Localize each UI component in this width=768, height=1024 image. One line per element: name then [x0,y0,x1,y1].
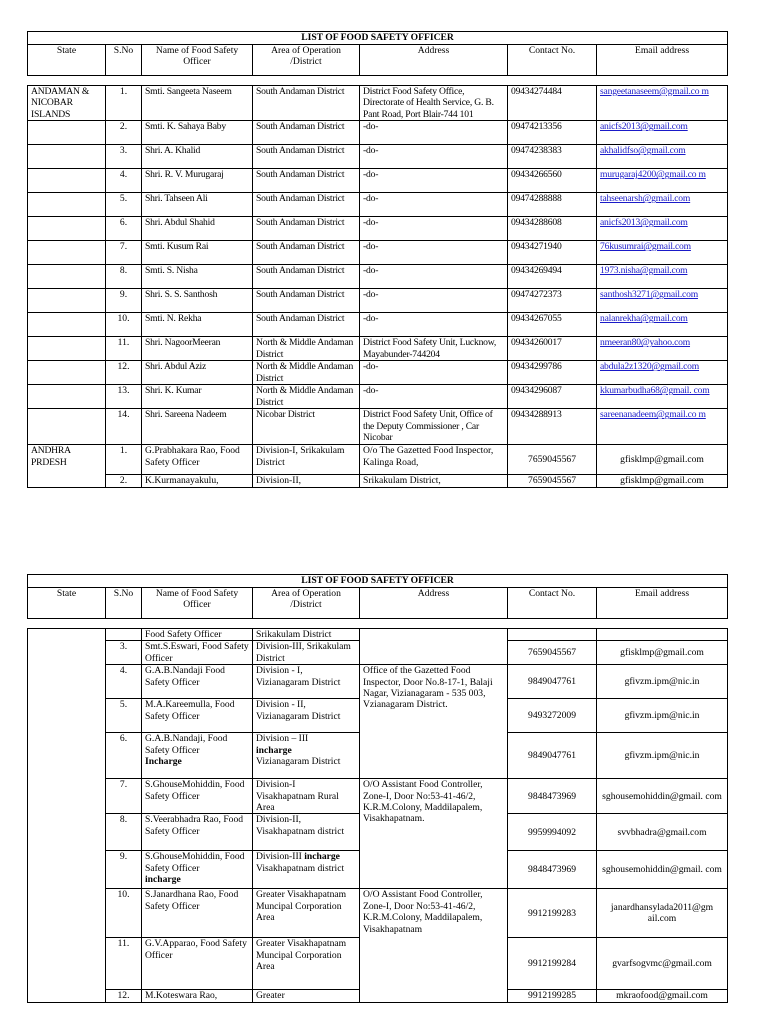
header-sno: S.No [106,45,142,76]
area-cell: South Andaman District [253,145,360,169]
contact-cell: 09434296087 [508,385,597,409]
address-cell-empty [360,629,508,665]
header-state: State [28,588,106,619]
table-row [28,889,728,938]
sno-cell: 3. [106,145,142,169]
contact-cell: 9849047761 [508,733,597,779]
table-row [28,217,728,241]
contact-cell: 9849047761 [508,665,597,699]
address-cell: O/O Assistant Food Controller, Zone-I, Door No:53-41-46/2, K.R.M.Colony, Maddilapalem, Visakhapatnam [360,889,508,1002]
contact-cell: 09474238383 [508,145,597,169]
sno-cell: 6. [106,217,142,241]
area-cell [253,851,360,889]
officer-name: K.Kurmanayakulu, [142,475,253,487]
table-row [28,145,728,169]
state-cell: ANDAMAN & NICOBAR ISLANDS [28,86,106,121]
sno-cell: 5. [106,193,142,217]
email-link[interactable]: 1973.nisha@gmail.com [597,265,728,289]
sno-cell: 10. [106,313,142,337]
header-address: Address [360,45,508,76]
area-cell: Division-I, Srikakulam District [253,445,360,475]
state-cell-empty [28,629,106,1003]
state-cell-empty [28,385,106,409]
email-link[interactable]: anicfs2013@gmail.com [597,121,728,145]
sno-cell-empty [106,629,142,641]
table-row [28,629,728,641]
email-cell: gfisklmp@gmail.com [597,445,728,475]
contact-cell: 09434288913 [508,409,597,445]
contact-cell: 9912199284 [508,938,597,990]
contact-cell: 9848473969 [508,779,597,814]
officer-name: Shri. K. Kumar [142,385,253,409]
officer-name: Shri. Tahseen Ali [142,193,253,217]
email-cell: mkraofood@gmail.com [597,990,728,1002]
header-area: Area of Operation /District [253,45,360,76]
area-cell: South Andaman District [253,169,360,193]
state-cell-empty [28,217,106,241]
sno-cell: 11. [106,938,142,990]
email-link[interactable]: 76kusumrai@gmail.com [597,241,728,265]
contact-cell: 09434299786 [508,361,597,385]
sno-cell: 1. [106,86,142,121]
officer-name: G.V.Apparao, Food Safety Officer [142,938,253,990]
state-cell-empty [28,409,106,445]
table-row [28,337,728,361]
sno-cell: 9. [106,851,142,889]
header-contact: Contact No. [508,45,597,76]
sno-cell: 11. [106,337,142,361]
sno-cell: 6. [106,733,142,779]
table-row [28,241,728,265]
officer-name-text: S.GhouseMohiddin, Food Safety Officer [145,851,245,874]
contact-cell: 09434260017 [508,337,597,361]
officer-name: Smti. K. Sahaya Baby [142,121,253,145]
officer-name: Smti. Kusum Rai [142,241,253,265]
address-cell: -do- [360,361,508,385]
table-row [28,445,728,475]
email-link[interactable]: anicfs2013@gmail.com [597,217,728,241]
area-cell: North & Middle Andaman District [253,337,360,361]
table-row [28,385,728,409]
address-cell: -do- [360,289,508,313]
area-cell: South Andaman District [253,193,360,217]
header-sno: S.No [106,588,142,619]
email-link[interactable]: akhalidfso@gmail.com [597,145,728,169]
officer-name: M.A.Kareemulla, Food Safety Officer [142,699,253,733]
header-name: Name of Food Safety Officer [142,588,253,619]
officer-name-text: G.A.B.Nandaji, Food Safety Officer [145,733,228,756]
andaman-rows [28,86,728,445]
area-cell [253,733,360,779]
area-cell: Greater Visakhapatnam Muncipal Corporation Area [253,889,360,938]
header-name: Name of Food Safety Officer [142,45,253,76]
sno-cell: 8. [106,265,142,289]
officer-name: Shri. S. S. Santhosh [142,289,253,313]
address-cell: -do- [360,169,508,193]
email-link[interactable]: sareenanadeem@gmail.co m [597,409,728,445]
officer-name: Shri. Abdul Shahid [142,217,253,241]
area-text: Division-III [256,851,302,863]
area-text: Division – III [256,733,309,745]
incharge-label: incharge [256,744,292,756]
contact-cell: 09434271940 [508,241,597,265]
state-cell-empty [28,169,106,193]
table-row [28,779,728,814]
table-row [28,409,728,445]
header-email: Email address [597,588,728,619]
officer-name [142,733,253,779]
email-link[interactable]: nalanrekha@gmail.com [597,313,728,337]
email-link[interactable]: abdula2z1320@gmail.com [597,361,728,385]
sno-cell: 14. [106,409,142,445]
area-cell: North & Middle Andaman District [253,361,360,385]
officer-name: G.A.B.Nandaji Food Safety Officer [142,665,253,699]
incharge-label: incharge [304,851,340,863]
state-cell-empty [28,121,106,145]
area-cell: South Andaman District [253,289,360,313]
state-cell-empty [28,313,106,337]
table-row [28,86,728,121]
header-email: Email address [597,45,728,76]
table-row [28,193,728,217]
contact-cell: 09434267055 [508,313,597,337]
contact-cell: 9959994092 [508,814,597,851]
email-link[interactable]: tahseenarsh@gmail.com [597,193,728,217]
sno-cell: 4. [106,665,142,699]
email-cell: gvarfsogvmc@gmail.com [597,938,728,990]
area-cell: South Andaman District [253,313,360,337]
sno-cell: 13. [106,385,142,409]
address-cell: -do- [360,145,508,169]
header-contact: Contact No. [508,588,597,619]
address-cell: -do- [360,265,508,289]
email-link[interactable]: santhosh3271@gmail.com [597,289,728,313]
area-cell: Division - II, Vizianagaram District [253,699,360,733]
email-link[interactable]: sangeetanaseem@gmail.co m [597,86,728,121]
sno-cell: 1. [106,445,142,475]
sno-cell: 12. [106,361,142,385]
state-cell-empty [28,337,106,361]
area-cell: Division-I Visakhapatnam Rural Area [253,779,360,814]
contact-cell: 09434266560 [508,169,597,193]
email-cell: gfivzm.ipm@nic.in [597,699,728,733]
area-cell: Greater [253,990,360,1002]
email-link[interactable]: kkumarbudha68@gmail. com [597,385,728,409]
state-cell-empty [28,265,106,289]
sno-cell: 12. [106,990,142,1002]
email-cell: gfivzm.ipm@nic.in [597,665,728,699]
email-cell: gfisklmp@gmail.com [597,475,728,487]
address-cell: -do- [360,313,508,337]
header-address: Address [360,588,508,619]
sno-cell: 9. [106,289,142,313]
area-text: Visakhapatnam district [256,862,345,874]
contact-cell: 7659045567 [508,475,597,487]
food-safety-table-page2 [27,574,728,1003]
state-cell: ANDHRA PRDESH [28,445,106,487]
address-cell: Srikakulam District, [360,475,508,487]
sno-cell: 8. [106,814,142,851]
area-cell: South Andaman District [253,86,360,121]
officer-name: S.Janardhana Rao, Food Safety Officer [142,889,253,938]
sno-cell: 2. [106,121,142,145]
email-link[interactable]: nmeeran80@yahoo.com [597,337,728,361]
contact-cell: 09434274484 [508,86,597,121]
state-cell-empty [28,241,106,265]
area-cell: South Andaman District [253,217,360,241]
contact-cell: 7659045567 [508,445,597,475]
area-cell: Srikakulam District [253,629,360,641]
officer-name: Smti. N. Rekha [142,313,253,337]
officer-name: G.Prabhakara Rao, Food Safety Officer [142,445,253,475]
address-cell: -do- [360,241,508,265]
email-cell: sghousemohiddin@gmail. com [597,779,728,814]
state-cell-empty [28,145,106,169]
state-cell-empty [28,289,106,313]
area-cell: North & Middle Andaman District [253,385,360,409]
email-cell: sghousemohiddin@gmail. com [597,851,728,889]
officer-name: Shri. Abdul Aziz [142,361,253,385]
header-area: Area of Operation /District [253,588,360,619]
officer-name: Food Safety Officer [142,629,253,641]
email-link[interactable]: murugaraj4200@gmail.co m [597,169,728,193]
area-cell: South Andaman District [253,121,360,145]
contact-cell: 9848473969 [508,851,597,889]
officer-name: Smti. Sangeeta Naseem [142,86,253,121]
area-cell: Nicobar District [253,409,360,445]
contact-cell: 9912199285 [508,990,597,1002]
officer-name: Shri. R. V. Murugaraj [142,169,253,193]
address-cell: O/o The Gazetted Food Inspector, Kalinga Road, [360,445,508,475]
table-row [28,289,728,313]
area-cell: Division-III, Srikakulam District [253,641,360,665]
table-row [28,665,728,699]
officer-name: Smti. S. Nisha [142,265,253,289]
contact-cell: 09434269494 [508,265,597,289]
address-cell: -do- [360,217,508,241]
incharge-label: Incharge [145,756,182,768]
address-cell: District Food Safety Unit, Lucknow, Mayabunder-744204 [360,337,508,361]
contact-cell: 9493272009 [508,699,597,733]
state-cell-empty [28,361,106,385]
table-row [28,169,728,193]
area-cell: Division-II, Visakhapatnam district [253,814,360,851]
table-row [28,121,728,145]
sno-cell: 3. [106,641,142,665]
sno-cell: 4. [106,169,142,193]
officer-name: Shri. Sareena Nadeem [142,409,253,445]
contact-cell: 09474272373 [508,289,597,313]
area-text: Vizianagaram District [256,756,341,768]
officer-name: Smt.S.Eswari, Food Safety Officer [142,641,253,665]
address-cell: -do- [360,193,508,217]
table-row [28,361,728,385]
area-cell: South Andaman District [253,241,360,265]
contact-cell: 7659045567 [508,641,597,665]
table-title: LIST OF FOOD SAFETY OFFICER [28,575,728,588]
table-row [28,475,728,487]
officer-name: S.GhouseMohiddin, Food Safety Officer [142,779,253,814]
email-cell: gfivzm.ipm@nic.in [597,733,728,779]
email-cell: janardhansylada2011@gm ail.com [597,889,728,938]
table-row [28,313,728,337]
area-cell: Division-II, [253,475,360,487]
contact-cell: 9912199283 [508,889,597,938]
address-cell: -do- [360,385,508,409]
officer-name [142,851,253,889]
sno-cell: 2. [106,475,142,487]
food-safety-table-page1 [27,31,728,488]
contact-cell: 09434288608 [508,217,597,241]
header-state: State [28,45,106,76]
email-cell: gfisklmp@gmail.com [597,641,728,665]
sno-cell: 10. [106,889,142,938]
address-cell: -do- [360,121,508,145]
email-cell-empty [597,629,728,641]
address-cell: District Food Safety Unit, Office of the Deputy Commissioner , Car Nicobar [360,409,508,445]
area-cell: Division - I, Vizianagaram District [253,665,360,699]
officer-name: Shri. NagoorMeeran [142,337,253,361]
table-title: LIST OF FOOD SAFETY OFFICER [28,32,728,45]
officer-name: S.Veerabhadra Rao, Food Safety Officer [142,814,253,851]
state-cell-empty [28,193,106,217]
sno-cell: 5. [106,699,142,733]
address-cell: Office of the Gazetted Food Inspector, Door No.8-17-1, Balaji Nagar, Vizianagaram - 535 003, Vzianagaram District. [360,665,508,779]
address-cell: District Food Safety Office, Directorate of Health Service, G. B. Pant Road, Port Blair-744 101 [360,86,508,121]
table-row [28,265,728,289]
area-cell: South Andaman District [253,265,360,289]
incharge-label: incharge [145,874,181,886]
area-cell: Greater Visakhapatnam Muncipal Corporation Area [253,938,360,990]
officer-name: M.Koteswara Rao, [142,990,253,1002]
email-cell: svvbhadra@gmail.com [597,814,728,851]
sno-cell: 7. [106,779,142,814]
officer-name: Shri. A. Khalid [142,145,253,169]
sno-cell: 7. [106,241,142,265]
contact-cell-empty [508,629,597,641]
contact-cell: 09474288888 [508,193,597,217]
contact-cell: 09474213356 [508,121,597,145]
address-cell: O/O Assistant Food Controller, Zone-I, Door No:53-41-46/2, K.R.M.Colony, Maddilapalem, Visakhapatnam. [360,779,508,889]
